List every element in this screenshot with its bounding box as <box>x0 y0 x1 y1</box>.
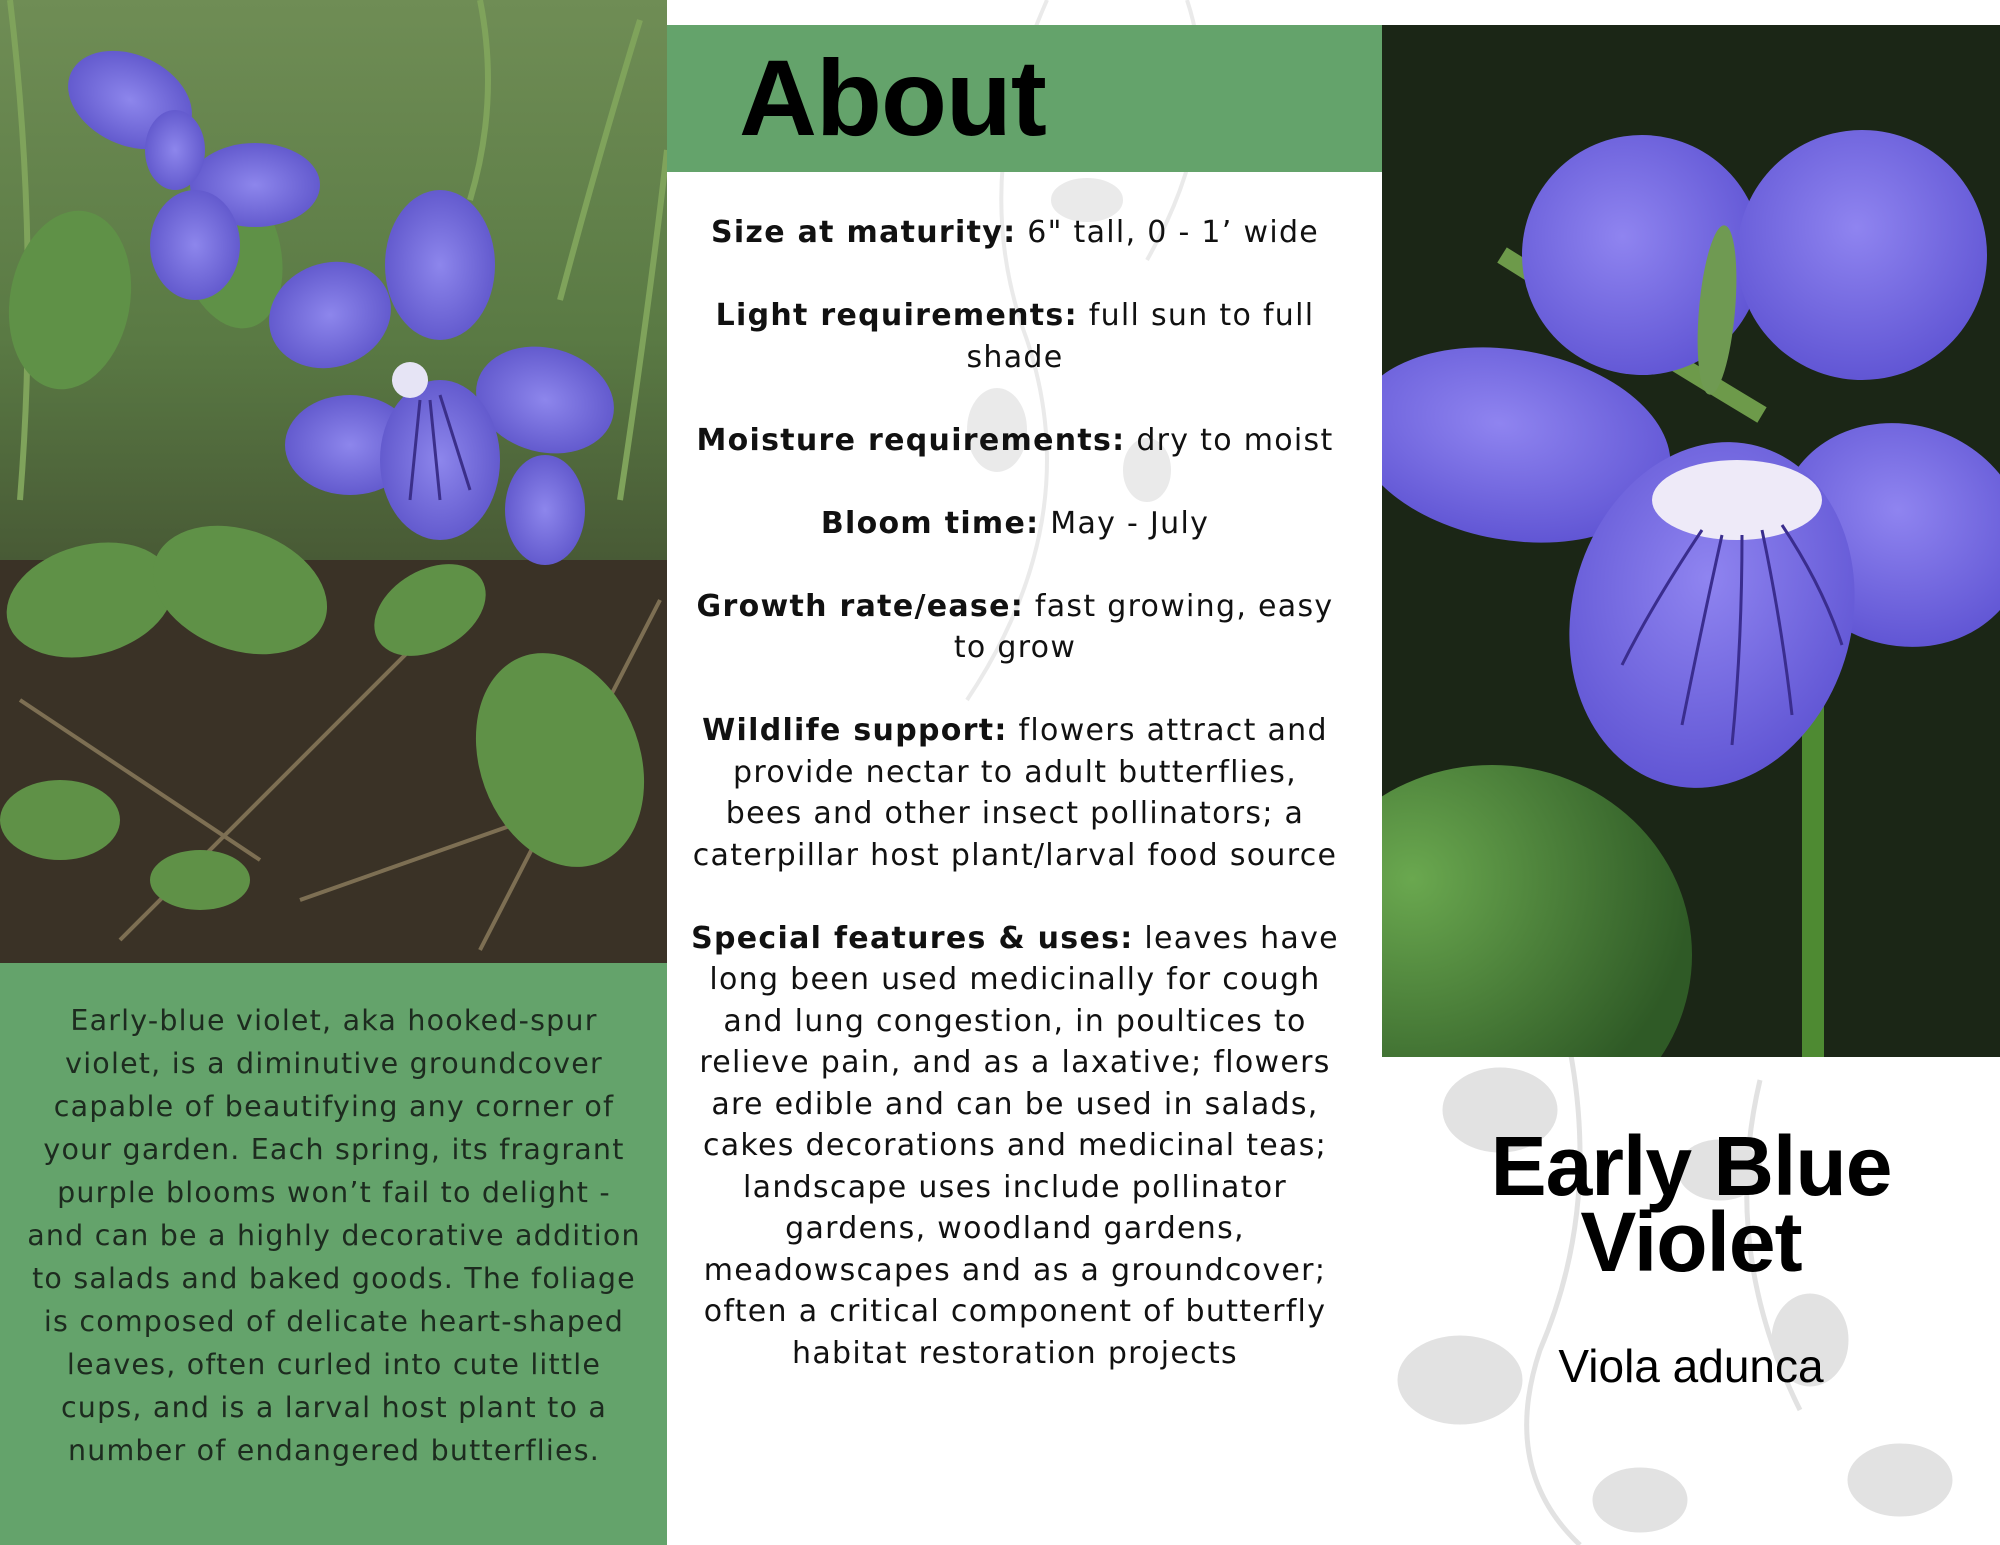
fact-value: dry to moist <box>1125 422 1334 458</box>
fact-moisture <box>690 420 1340 462</box>
fact-label: Bloom time: <box>820 505 1040 541</box>
fact-label: Light requirements: <box>715 298 1078 333</box>
fact-growth <box>690 586 1340 669</box>
intro-description: Early-blue violet, aka hooked-spur violet, is a diminutive groundcover capable of beautifying any corner of your garden. Each spring, its fragrant purple blooms won’t fail to delight - and can be a highly decorative addition to salads and baked goods. The foliage is composed of delicate heart-shaped leaves, often curled into cute little cups, and is a larval host plant to a number of endangered butterflies. <box>27 1004 641 1467</box>
fact-value: leaves have long been used medicinally for cough and lung congestion, in poultices to relieve pain, and as a laxative; flowers are edible and can be used in salads, cakes decorations and medicinal teas; landscape uses include pollinator gardens, woodland gardens, meadowscapes and as a groundcover; often a critical component of butterfly habitat restoration projects <box>699 920 1339 1371</box>
fact-label: Size at maturity: <box>710 215 1017 250</box>
fact-size <box>690 212 1340 254</box>
fact-value: fast growing, easy to grow <box>953 588 1334 665</box>
facts-list <box>690 212 1340 1416</box>
violet-field-photo <box>0 0 667 963</box>
violet-field-illustration <box>0 0 667 963</box>
fact-label: Moisture requirements: <box>696 422 1126 458</box>
plant-name-line-1: Early Blue <box>1490 1119 1892 1213</box>
fact-label: Wildlife support: <box>702 713 1008 748</box>
fact-special <box>690 918 1340 1375</box>
fact-value: flowers attract and provide nectar to adult butterflies, bees and other insect pollinators; a caterpillar host plant/larval food source <box>692 713 1338 873</box>
violet-closeup-photo <box>1382 25 2000 1057</box>
fact-bloom <box>690 503 1340 545</box>
intro-panel <box>0 963 667 1545</box>
fact-label: Growth rate/ease: <box>696 588 1025 624</box>
about-banner <box>667 25 1437 172</box>
plant-name <box>1382 1119 2000 1289</box>
plant-latin-name: Viola adunca <box>1558 1340 1824 1392</box>
violet-closeup-illustration <box>1382 25 2000 1057</box>
fact-label: Special features & uses: <box>691 920 1134 956</box>
fact-value: full sun to full shade <box>966 298 1315 375</box>
fact-wildlife <box>690 710 1340 876</box>
fact-value: May - July <box>1039 505 1210 541</box>
fact-value: 6" tall, 0 - 1’ wide <box>1016 215 1320 250</box>
plant-name-line-2: Violet <box>1580 1195 1802 1289</box>
fact-light <box>690 295 1340 378</box>
about-title: About <box>739 37 1046 158</box>
